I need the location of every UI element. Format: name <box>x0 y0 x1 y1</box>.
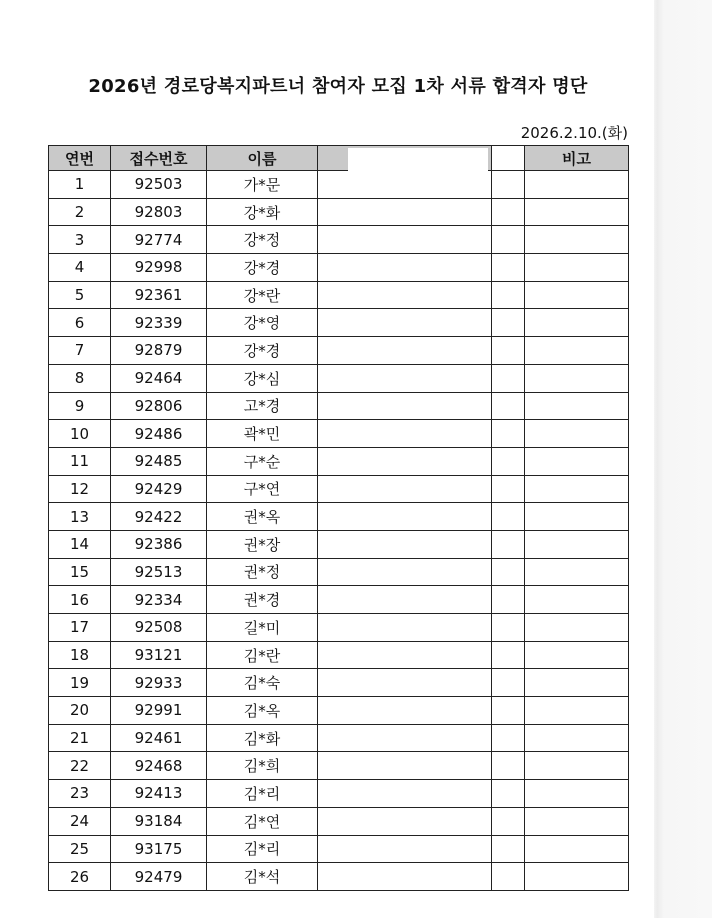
cell-redacted <box>318 697 492 725</box>
cell-serial: 12 <box>49 475 111 503</box>
cell-receipt-number: 93121 <box>111 641 207 669</box>
cell-redacted <box>318 558 492 586</box>
table-row <box>49 724 629 752</box>
cell-remarks <box>525 364 629 392</box>
cell-name: 강*정 <box>207 226 318 254</box>
cell-receipt-number: 92503 <box>111 171 207 199</box>
cell-receipt-number: 92386 <box>111 530 207 558</box>
cell-remarks <box>525 503 629 531</box>
cell-redacted <box>318 475 492 503</box>
cell-name: 강*화 <box>207 198 318 226</box>
cell-receipt-number: 92998 <box>111 254 207 282</box>
cell-remarks <box>525 724 629 752</box>
cell-name: 가*문 <box>207 171 318 199</box>
cell-receipt-number: 92933 <box>111 669 207 697</box>
cell-redacted <box>318 364 492 392</box>
cell-receipt-number: 92334 <box>111 586 207 614</box>
cell-remarks <box>525 530 629 558</box>
cell-name: 김*리 <box>207 780 318 808</box>
cell-name: 고*경 <box>207 392 318 420</box>
cell-serial: 20 <box>49 697 111 725</box>
applicant-table <box>48 145 629 891</box>
cell-receipt-number: 92806 <box>111 392 207 420</box>
cell-blank <box>492 171 525 199</box>
table-row <box>49 364 629 392</box>
cell-remarks <box>525 752 629 780</box>
cell-remarks <box>525 780 629 808</box>
cell-redacted <box>318 669 492 697</box>
cell-redacted <box>318 447 492 475</box>
cell-serial: 15 <box>49 558 111 586</box>
cell-blank <box>492 780 525 808</box>
header-receipt-number: 접수번호 <box>111 146 207 171</box>
cell-remarks <box>525 226 629 254</box>
cell-serial: 25 <box>49 835 111 863</box>
table-row <box>49 669 629 697</box>
cell-name: 곽*민 <box>207 420 318 448</box>
cell-receipt-number: 92339 <box>111 309 207 337</box>
cell-redacted <box>318 641 492 669</box>
header-serial: 연번 <box>49 146 111 171</box>
table-row <box>49 530 629 558</box>
cell-redacted <box>318 392 492 420</box>
cell-blank <box>492 586 525 614</box>
cell-remarks <box>525 641 629 669</box>
cell-serial: 13 <box>49 503 111 531</box>
cell-serial: 7 <box>49 337 111 365</box>
cell-blank <box>492 807 525 835</box>
cell-receipt-number: 92991 <box>111 697 207 725</box>
cell-receipt-number: 92879 <box>111 337 207 365</box>
cell-remarks <box>525 392 629 420</box>
cell-serial: 8 <box>49 364 111 392</box>
cell-receipt-number: 92508 <box>111 614 207 642</box>
cell-name: 김*숙 <box>207 669 318 697</box>
cell-remarks <box>525 614 629 642</box>
table-row <box>49 835 629 863</box>
cell-redacted <box>318 198 492 226</box>
cell-redacted <box>318 171 492 199</box>
cell-remarks <box>525 171 629 199</box>
cell-blank <box>492 281 525 309</box>
cell-serial: 4 <box>49 254 111 282</box>
header-name: 이름 <box>207 146 318 171</box>
cell-blank <box>492 364 525 392</box>
cell-name: 강*란 <box>207 281 318 309</box>
cell-remarks <box>525 447 629 475</box>
cell-remarks <box>525 835 629 863</box>
table-row <box>49 863 629 891</box>
cell-redacted <box>318 835 492 863</box>
cell-serial: 23 <box>49 780 111 808</box>
cell-receipt-number: 92429 <box>111 475 207 503</box>
cell-remarks <box>525 863 629 891</box>
cell-remarks <box>525 475 629 503</box>
cell-serial: 21 <box>49 724 111 752</box>
cell-blank <box>492 641 525 669</box>
table-row <box>49 447 629 475</box>
cell-blank <box>492 503 525 531</box>
cell-serial: 18 <box>49 641 111 669</box>
cell-serial: 26 <box>49 863 111 891</box>
cell-name: 강*경 <box>207 254 318 282</box>
cell-name: 강*영 <box>207 309 318 337</box>
cell-receipt-number: 92468 <box>111 752 207 780</box>
cell-redacted <box>318 254 492 282</box>
cell-redacted <box>318 586 492 614</box>
cell-receipt-number: 93175 <box>111 835 207 863</box>
cell-blank <box>492 447 525 475</box>
cell-name: 김*석 <box>207 863 318 891</box>
table-body <box>49 171 629 891</box>
cell-redacted <box>318 614 492 642</box>
cell-serial: 6 <box>49 309 111 337</box>
cell-serial: 3 <box>49 226 111 254</box>
cell-redacted <box>318 420 492 448</box>
cell-name: 김*란 <box>207 641 318 669</box>
cell-redacted <box>318 807 492 835</box>
table-row <box>49 392 629 420</box>
cell-serial: 19 <box>49 669 111 697</box>
cell-serial: 11 <box>49 447 111 475</box>
cell-name: 구*순 <box>207 447 318 475</box>
table-row <box>49 254 629 282</box>
header-remarks: 비고 <box>525 146 629 171</box>
table-row <box>49 697 629 725</box>
cell-receipt-number: 92485 <box>111 447 207 475</box>
cell-remarks <box>525 198 629 226</box>
table-row <box>49 558 629 586</box>
cell-redacted <box>318 281 492 309</box>
cell-receipt-number: 92361 <box>111 281 207 309</box>
table-row <box>49 780 629 808</box>
cell-receipt-number: 92803 <box>111 198 207 226</box>
cell-name: 김*리 <box>207 835 318 863</box>
header-empty <box>492 146 525 171</box>
cell-redacted <box>318 752 492 780</box>
cell-receipt-number: 92774 <box>111 226 207 254</box>
table-row <box>49 171 629 199</box>
table-row <box>49 614 629 642</box>
cell-redacted <box>318 226 492 254</box>
cell-serial: 24 <box>49 807 111 835</box>
cell-remarks <box>525 586 629 614</box>
cell-blank <box>492 614 525 642</box>
cell-blank <box>492 835 525 863</box>
cell-receipt-number: 92464 <box>111 364 207 392</box>
cell-blank <box>492 198 525 226</box>
cell-receipt-number: 92479 <box>111 863 207 891</box>
cell-name: 구*연 <box>207 475 318 503</box>
cell-blank <box>492 697 525 725</box>
header-redacted <box>318 146 492 171</box>
cell-serial: 9 <box>49 392 111 420</box>
cell-redacted <box>318 530 492 558</box>
table-row <box>49 420 629 448</box>
cell-blank <box>492 863 525 891</box>
cell-redacted <box>318 503 492 531</box>
table-row <box>49 807 629 835</box>
cell-name: 권*경 <box>207 586 318 614</box>
table-row <box>49 281 629 309</box>
cell-receipt-number: 92486 <box>111 420 207 448</box>
cell-blank <box>492 226 525 254</box>
cell-name: 김*화 <box>207 724 318 752</box>
cell-redacted <box>318 337 492 365</box>
cell-remarks <box>525 697 629 725</box>
cell-redacted <box>318 309 492 337</box>
cell-redacted <box>318 724 492 752</box>
table-row <box>49 586 629 614</box>
table-row <box>49 641 629 669</box>
cell-blank <box>492 309 525 337</box>
cell-remarks <box>525 309 629 337</box>
cell-serial: 16 <box>49 586 111 614</box>
table-row <box>49 503 629 531</box>
cell-receipt-number: 92461 <box>111 724 207 752</box>
cell-blank <box>492 392 525 420</box>
cell-name: 권*옥 <box>207 503 318 531</box>
cell-remarks <box>525 337 629 365</box>
cell-remarks <box>525 669 629 697</box>
cell-blank <box>492 669 525 697</box>
cell-receipt-number: 92513 <box>111 558 207 586</box>
cell-name: 권*정 <box>207 558 318 586</box>
table-row <box>49 198 629 226</box>
cell-name: 강*경 <box>207 337 318 365</box>
table-row <box>49 226 629 254</box>
cell-blank <box>492 475 525 503</box>
cell-name: 김*희 <box>207 752 318 780</box>
cell-blank <box>492 752 525 780</box>
cell-redacted <box>318 780 492 808</box>
cell-remarks <box>525 281 629 309</box>
page-title: 2026년 경로당복지파트너 참여자 모집 1차 서류 합격자 명단 <box>88 76 588 97</box>
cell-serial: 14 <box>49 530 111 558</box>
cell-blank <box>492 724 525 752</box>
cell-remarks <box>525 558 629 586</box>
cell-blank <box>492 254 525 282</box>
cell-receipt-number: 92413 <box>111 780 207 808</box>
cell-name: 권*장 <box>207 530 318 558</box>
cell-name: 강*심 <box>207 364 318 392</box>
table-row <box>49 309 629 337</box>
table-row <box>49 337 629 365</box>
cell-remarks <box>525 420 629 448</box>
cell-serial: 1 <box>49 171 111 199</box>
cell-blank <box>492 530 525 558</box>
cell-serial: 2 <box>49 198 111 226</box>
table-header-row <box>49 146 629 171</box>
cell-name: 길*미 <box>207 614 318 642</box>
cell-blank <box>492 337 525 365</box>
cell-remarks <box>525 807 629 835</box>
cell-receipt-number: 92422 <box>111 503 207 531</box>
cell-serial: 22 <box>49 752 111 780</box>
cell-remarks <box>525 254 629 282</box>
cell-serial: 17 <box>49 614 111 642</box>
cell-serial: 5 <box>49 281 111 309</box>
cell-receipt-number: 93184 <box>111 807 207 835</box>
page-edge-shadow <box>654 0 712 918</box>
table-row <box>49 752 629 780</box>
cell-blank <box>492 558 525 586</box>
cell-redacted <box>318 863 492 891</box>
redaction-mask <box>348 148 488 172</box>
cell-name: 김*옥 <box>207 697 318 725</box>
cell-blank <box>492 420 525 448</box>
table-row <box>49 475 629 503</box>
document-date: 2026.2.10.(화) <box>520 124 628 142</box>
cell-name: 김*연 <box>207 807 318 835</box>
cell-serial: 10 <box>49 420 111 448</box>
